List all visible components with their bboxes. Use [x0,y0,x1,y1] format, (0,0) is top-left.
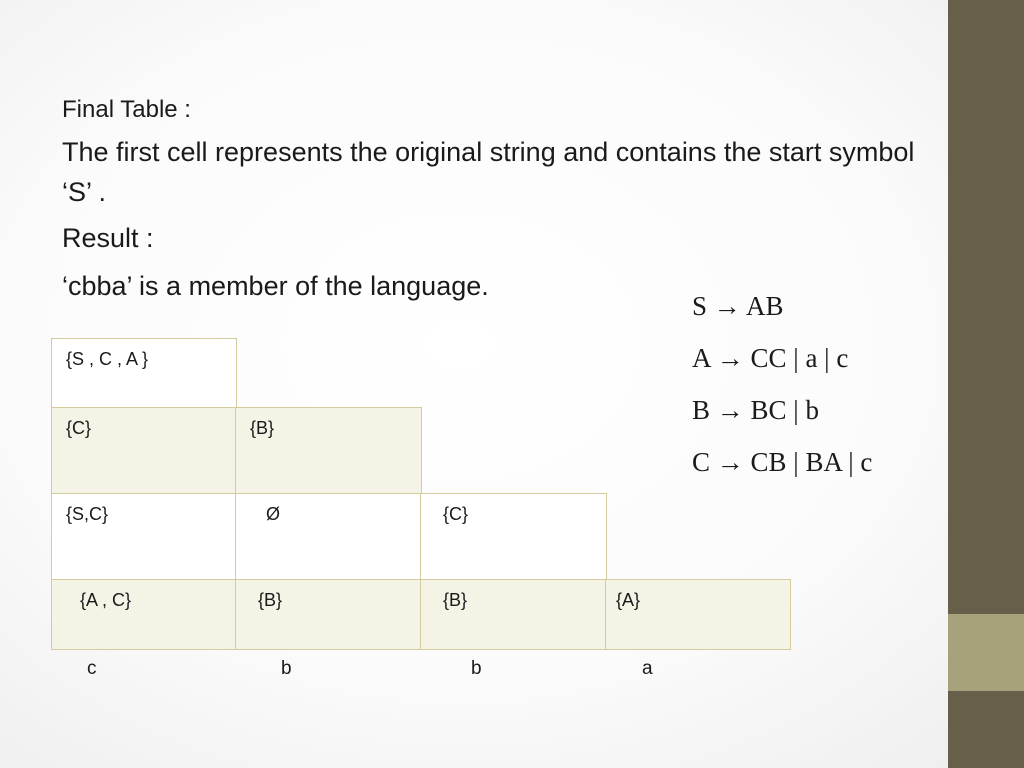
grammar-rule [692,338,872,390]
rule-rhs: AB [746,291,784,321]
table-cell: {C} [51,407,237,495]
table-cell: {C} [420,493,607,581]
arrow-icon: → [716,395,744,425]
description-paragraph: The first cell represents the original string and contains the start symbol ‘S’ . [62,137,915,207]
column-label: b [471,658,482,679]
table-cell: {B} [235,407,422,495]
result-label: Result : [62,223,154,253]
rule-lhs: B [692,395,711,425]
column-label: a [642,658,653,679]
table-cell: {A , C} [51,579,237,650]
grammar-rule [692,442,872,494]
column-label: c [87,658,97,679]
table-cell: {S,C} [51,493,237,581]
table-cell: Ø [235,493,422,581]
table-cell: {B} [420,579,607,650]
table-cell: {B} [235,579,422,650]
rule-rhs: BC | b [750,395,819,425]
slide-heading: Final Table : [62,96,191,123]
rule-lhs: S [692,291,708,321]
grammar-rules [692,286,872,494]
rule-lhs: A [692,343,711,373]
slide-text [62,94,948,312]
arrow-icon: → [713,291,741,321]
grammar-rule [692,286,872,338]
sidebar-accent-bar [948,614,1024,691]
rule-rhs: CB | BA | c [750,447,873,477]
table-cell: {S , C , A } [51,338,237,409]
arrow-icon: → [716,447,744,477]
grammar-rule [692,390,872,442]
arrow-icon: → [716,343,744,373]
result-statement: ‘cbba’ is a member of the language. [62,271,489,301]
column-label: b [281,658,292,679]
rule-rhs: CC | a | c [750,343,849,373]
table-cell: {A} [605,579,791,650]
rule-lhs: C [692,447,711,477]
